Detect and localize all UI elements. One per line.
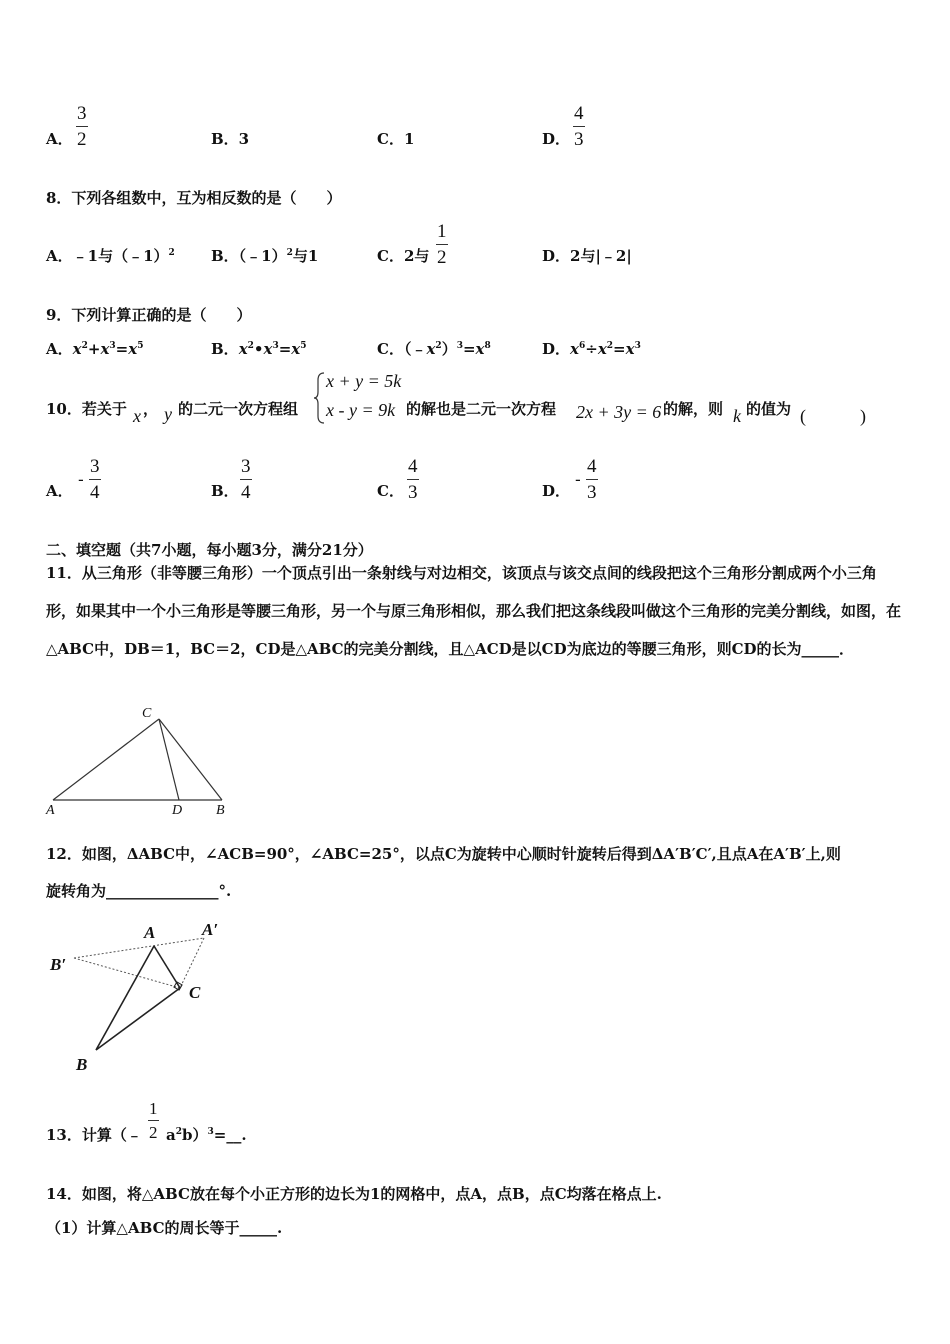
q12-fig-line-a2c: [180, 938, 204, 988]
q10-comma: ，: [143, 400, 159, 418]
q11-fig-label-c: C: [142, 706, 152, 721]
q14-line-1: 14．如图，将△ABC放在每个小正方形的边长为1的网格中，点A，点B，点C均落在格点上.: [46, 1185, 662, 1203]
q12-line-1: 12．如图，ΔABC中，∠ACB=90°，∠ABC=25°，以点C为旋转中心顺时针旋转后得到ΔA′B′C′,且点A在A′B′上,则: [46, 845, 841, 863]
q10-option-d-fraction: $\frac{4}{3}$: [587, 456, 597, 503]
q10-mid3: 的解，则: [663, 400, 724, 418]
q10-option-a-sign: -: [78, 470, 84, 490]
q10-option-a: A．: [46, 482, 73, 500]
q9-option-a: A．$x^2+x^3=x^5$: [46, 340, 144, 358]
q12-fig-line-bc: [96, 988, 180, 1050]
q10-option-b: B．: [211, 482, 239, 500]
q7-option-c: C．1: [377, 130, 415, 148]
q10-post: 的值为: [746, 400, 792, 418]
q10-var-x: x: [133, 406, 141, 426]
q12-fig-label-b-prime: B′: [50, 955, 67, 974]
q10-var-y: y: [164, 404, 172, 424]
q12-fig-line-b2a2: [74, 938, 204, 958]
q14-line-2: （1）计算△ABC的周长等于_____.: [46, 1219, 283, 1237]
q7-option-a: A．: [46, 130, 73, 148]
q10-option-c: C．: [377, 482, 404, 500]
q10-equation-3: 2x + 3y = 6: [576, 402, 662, 422]
q10-option-a-fraction: $\frac{3}{4}$: [90, 456, 100, 503]
q12-line-2: 旋转角为_______________°.: [46, 882, 232, 900]
q10-brace: [314, 372, 326, 424]
q10-equation-1: x + y = 5k: [326, 371, 402, 391]
q9-option-b: B．$x^2•x^3=x^5$: [211, 340, 307, 358]
q7-option-b: B．3: [211, 130, 250, 148]
q12-fig-label-a: A: [144, 923, 156, 942]
q7-option-a-fraction: $\frac{3}{2}$: [77, 103, 87, 150]
q13-prefix: 13．计算（﹣: [46, 1126, 142, 1144]
q10-option-b-fraction: $\frac{3}{4}$: [241, 456, 251, 503]
q8-option-c-fraction: $\frac{1}{2}$: [437, 221, 447, 268]
q10-mid2: 的解也是二元一次方程: [406, 400, 557, 418]
q10-equation-2: x - y = 9k: [326, 400, 396, 420]
q10-var-k: k: [733, 406, 741, 426]
q11-fig-label-d: D: [172, 803, 183, 818]
q10-option-c-fraction: $\frac{4}{3}$: [408, 456, 418, 503]
q12-figure: [44, 918, 244, 1078]
q11-fig-line-ac: [53, 719, 159, 800]
q9-option-d: D．$x^6\div x^2=x^3$: [542, 340, 641, 358]
q7-option-d: D．: [542, 130, 571, 148]
q8-option-d: D．2与|﹣2|: [542, 247, 632, 265]
q9-option-c: C．$(﹣x^2)^3=x^8$: [377, 340, 491, 358]
q8-option-a: A．﹣1与（﹣1）$^2$: [46, 247, 175, 265]
q12-fig-label-a-prime: A′: [202, 920, 219, 939]
q7-option-d-fraction: $\frac{4}{3}$: [574, 103, 584, 150]
q12-fig-label-b: B: [76, 1055, 88, 1074]
q8-option-b: B．（﹣1）$^2$与1: [211, 247, 319, 265]
q13-expression: $a^2b)^3=\_\_$.: [166, 1126, 247, 1144]
q11-fig-label-a: A: [46, 803, 55, 818]
q10-option-d: D．: [542, 482, 571, 500]
q10-mid: 的二元一次方程组: [178, 400, 299, 418]
q10-answer-paren: ( ): [800, 406, 866, 426]
q10-prefix: 10．若关于: [46, 400, 127, 418]
q9-stem: 9．下列计算正确的是（ ）: [46, 306, 252, 324]
q11-text: 11．从三角形（非等腰三角形）一个顶点引出一条射线与对边相交，该顶点与该交点间的线段把这个三角形分割成两个小三角形，如果其中一个小三角形是等腰三角形，另一个与原三角形相似，那么我们把这条线段叫做这个三角形的完美分割线，如图，在△ABC中，DB＝1，BC＝2，CD是△ABC的完美分割线，且△ACD是以CD为底边的等腰三角形，则CD的长为_____．: [46, 564, 902, 658]
q11-fig-label-b: B: [216, 803, 225, 818]
section-heading: 二、填空题（共7小题，每小题3分，满分21分）: [46, 541, 373, 559]
q12-fig-line-ab: [96, 946, 154, 1050]
q13-fraction: $\frac{1}{2}$: [149, 1099, 158, 1142]
q8-stem: 8．下列各组数中，互为相反数的是（ ）: [46, 189, 342, 207]
q10-option-d-sign: -: [575, 470, 581, 490]
q12-fig-label-c: C: [189, 983, 201, 1002]
q11-figure: [44, 703, 234, 818]
q8-option-c: C．2与: [377, 247, 430, 265]
q12-fig-line-ac: [154, 946, 180, 988]
